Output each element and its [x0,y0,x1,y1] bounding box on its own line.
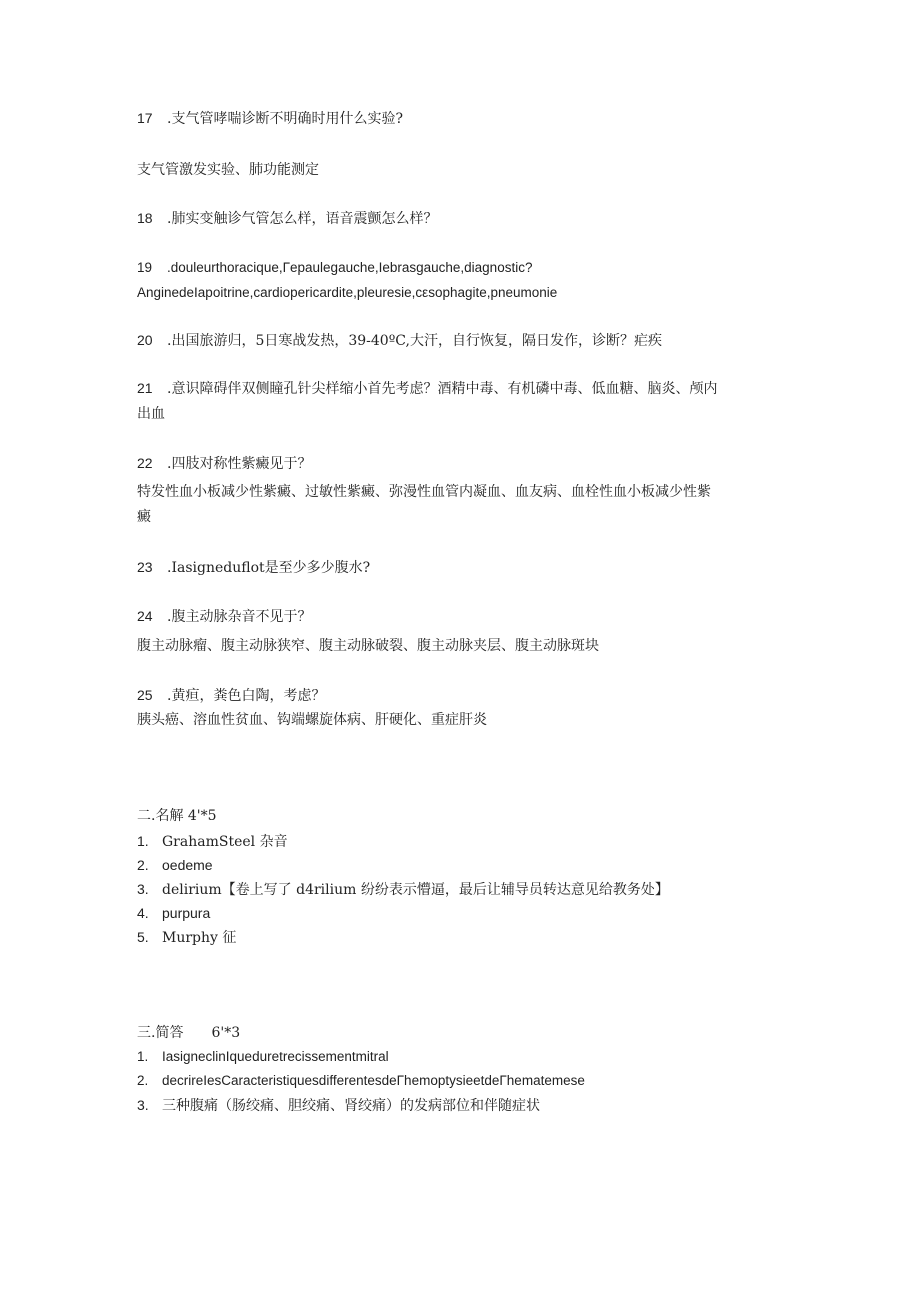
question-20 [137,330,662,351]
list-item [137,927,236,948]
question-number: 19 [137,260,153,275]
question-17 [137,108,403,129]
question-number: 24 [137,608,153,624]
list-text: decrireIesCaracteristiquesdifferentesdeΓhemoptysieetdeΓhematemese [162,1073,585,1088]
list-number: 5. [137,929,149,945]
question-22 [137,453,311,474]
list-item [137,903,210,923]
list-number: 4. [137,905,149,921]
question-number: 21 [137,380,153,396]
list-text: purpura [162,905,211,921]
list-text: Murphy 征 [162,930,237,946]
list-text: delirium【卷上写了 d4rilium 纷纷表示懵逼，最后让辅导员转达意见给教务处】 [162,882,669,898]
question-number: 18 [137,210,153,226]
question-23 [137,557,370,578]
list-item [137,1047,389,1067]
question-text: .肺实变触诊气管怎么样，语音震颤怎么样？ [167,211,438,227]
question-24 [137,606,311,627]
section-3-title: 三.简答 6'*3 [137,1025,241,1041]
list-number: 3. [137,1097,149,1113]
list-item [137,855,213,875]
question-21-continued: 出血 [137,406,165,422]
question-number: 17 [137,110,153,126]
list-number: 2. [137,857,149,873]
question-25 [137,685,325,706]
list-text: GrahamSteel 杂音 [162,834,288,850]
list-item [137,831,288,852]
question-text: .支气管哮喘诊断不明确时用什么实验? [167,111,403,127]
question-19 [137,258,532,278]
question-18 [137,208,437,229]
section-2-title: 二.名解 4'*5 [137,808,217,824]
list-text: 三种腹痛（肠绞痛、胆绞痛、肾绞痛）的发病部位和伴随症状 [162,1098,540,1114]
list-text: oedeme [162,857,213,873]
list-number: 1. [137,833,149,849]
question-21 [137,378,717,399]
question-number: 22 [137,455,153,471]
question-text: .意识障碍伴双侧瞳孔针尖样缩小首先考虑？酒精中毒、有机磷中毒、低血糖、脑炎、颅内 [167,381,718,397]
question-number: 25 [137,687,153,703]
list-number: 3. [137,881,149,897]
question-number: 20 [137,332,153,348]
question-text: .出国旅游归，5日寒战发热，39-40ºC,大汗，自行恢复，隔日发作，诊断？疟疾 [167,333,662,349]
question-text: .四肢对称性紫癜见于？ [167,456,312,472]
list-item [137,879,669,900]
answer-22-continued: 癜 [137,509,151,525]
list-number: 2. [137,1073,149,1088]
answer-17: 支气管激发实验、肺功能测定 [137,162,319,178]
question-number: 23 [137,559,153,575]
answer-22: 特发性血小板减少性紫癜、过敏性紫癜、弥漫性血管内凝血、血友病、血栓性血小板减少性紫 [137,484,711,500]
answer-25: 胰头癌、溶血性贫血、钩端螺旋体病、肝硬化、重症肝炎 [137,712,487,728]
question-text: .黄疸，粪色白陶，考虑？ [167,688,326,704]
question-text: .Iasigneduflot是至少多少腹水? [167,560,371,576]
answer-24: 腹主动脉瘤、腹主动脉狭窄、腹主动脉破裂、腹主动脉夹层、腹主动脉斑块 [137,638,599,654]
list-item [137,1095,540,1116]
list-text: IasigneclinIqueduretrecissementmitral [162,1049,389,1064]
list-item [137,1071,585,1091]
answer-19: AnginedeIapoitrine,cardiopericardite,pleuresie,cεsophagite,pneumonie [137,285,558,300]
question-text: .腹主动脉杂音不见于？ [167,609,312,625]
list-number: 1. [137,1049,149,1064]
question-text: .douleurthoracique,Γepaulegauche,Iebrasgauche,diagnostic? [167,260,533,275]
